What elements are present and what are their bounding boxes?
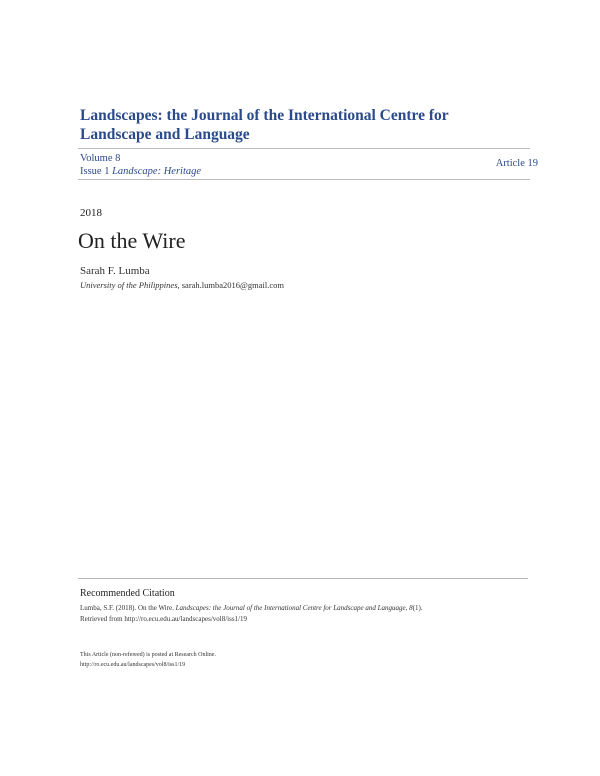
citation-text (80, 603, 530, 625)
citation-line-1 (80, 603, 530, 614)
citation-divider (78, 578, 528, 579)
recommended-citation-heading: Recommended Citation (80, 588, 175, 599)
volume-link[interactable]: Volume 8 (80, 153, 121, 164)
citation-journal: Landscapes: the Journal of the International Centre for Landscape and Language, (175, 604, 408, 612)
issue-label: Issue 1 (80, 166, 110, 177)
article-number[interactable]: Article 19 (495, 158, 538, 169)
publication-year: 2018 (80, 207, 102, 219)
repository-url[interactable]: http://ro.ecu.edu.au/landscapes/vol8/iss1/19 (80, 662, 186, 668)
journal-title[interactable]: Landscapes: the Journal of the International Centre for Landscape and Language (80, 107, 449, 143)
repository-note (80, 650, 216, 670)
article-title: On the Wire (78, 228, 186, 253)
affiliation-name: University of the Philippines (80, 280, 178, 290)
author-affiliation (80, 280, 284, 290)
header-divider-top (78, 148, 530, 149)
repository-note-line: This Article (non-refereed) is posted at Research Online. (80, 652, 216, 658)
header-divider-bottom (78, 179, 530, 180)
citation-retrieved[interactable]: Retrieved from http://ro.ecu.edu.au/landscapes/vol8/iss1/19 (80, 615, 247, 623)
issue-line[interactable] (80, 166, 201, 177)
author-email[interactable]: , sarah.lumba2016@gmail.com (177, 280, 284, 290)
citation-volume: 8 (407, 604, 413, 612)
citation-prefix: Lumba, S.F. (2018). On the Wire. (80, 604, 176, 612)
issue-theme: Landscape: Heritage (112, 166, 202, 177)
citation-issue: (1). (412, 604, 423, 612)
author-name: Sarah F. Lumba (80, 265, 150, 277)
